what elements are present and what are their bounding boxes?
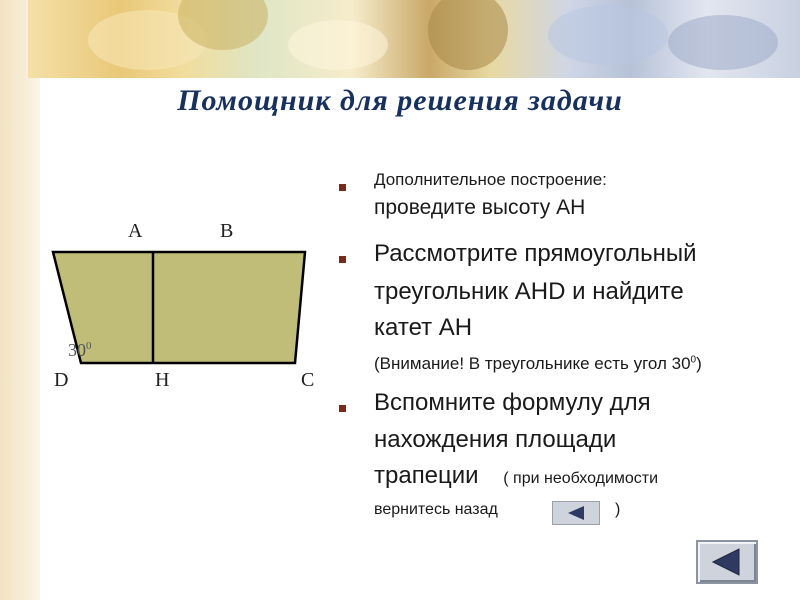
- vertex-label-h: H: [155, 369, 170, 391]
- vertex-label-d: D: [54, 369, 69, 391]
- hint-note-degree: 0: [690, 354, 697, 366]
- hint-2-line-3: катет AH: [374, 314, 473, 341]
- vertex-label-a: A: [128, 220, 143, 242]
- angle-value: 30: [68, 340, 86, 360]
- hint-note-suffix: ): [696, 354, 702, 373]
- bullet-icon: [339, 405, 346, 412]
- bullet-icon: [339, 184, 346, 191]
- back-button-inline[interactable]: [552, 501, 600, 525]
- hint-3-line-1: Вспомните формулу для: [374, 389, 651, 416]
- triangle-left-icon: [698, 542, 756, 582]
- hint-1-line-2-text: проведите высоту AH: [374, 196, 586, 219]
- hint-note-prefix: (Внимание! В треугольнике есть угол 30: [374, 354, 691, 373]
- hint-1-line-2: [374, 196, 585, 220]
- angle-degree: 0: [86, 340, 92, 352]
- hint-1-line-1: Дополнительное построение:: [374, 170, 607, 189]
- vertex-label-c: C: [301, 369, 315, 391]
- bullet-icon: [339, 256, 346, 263]
- vertex-label-b: B: [220, 220, 234, 242]
- hint-2-line-2: треугольник AHD и найдите: [374, 278, 684, 305]
- angle-label: [68, 340, 92, 361]
- hint-note: [374, 354, 702, 374]
- hint-3-line-2: нахождения площади: [374, 426, 617, 453]
- hint-3-close: ): [615, 501, 621, 518]
- hint-3-line-3-text: трапеции: [374, 462, 479, 489]
- page-title: Помощник для решения задачи: [177, 84, 623, 117]
- hint-3-line-3: [374, 462, 658, 490]
- hint-3-small-2: вернитесь назад: [374, 501, 498, 518]
- hint-2-line-1: Рассмотрите прямоугольный: [374, 240, 697, 267]
- back-button[interactable]: [696, 540, 758, 584]
- triangle-left-icon: [553, 502, 599, 524]
- hint-3-small-1: ( при необходимости: [503, 470, 659, 487]
